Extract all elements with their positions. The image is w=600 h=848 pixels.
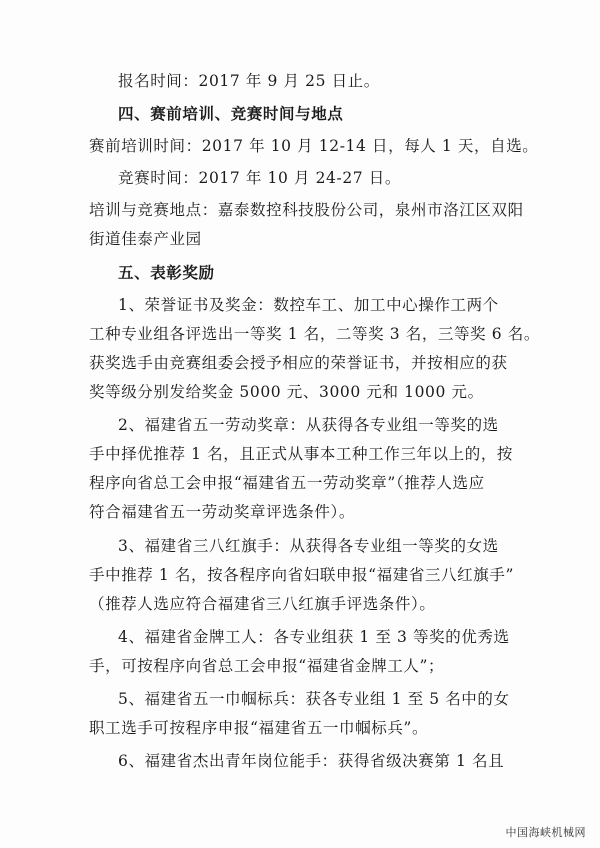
item4-line-1: 4、福建省金牌工人：各专业组获 1 至 3 等奖的优秀选: [118, 628, 510, 646]
item1-line-1: 1、荣誉证书及奖金：数控车工、加工中心操作工两个: [118, 296, 499, 314]
site-watermark: 中国海峡机械网: [505, 826, 586, 839]
item5-line-1: 5、福建省五一巾帼标兵：获各专业组 1 至 5 名中的女: [118, 690, 510, 708]
item1-line-3: 获奖选手由竞赛组委会授予相应的荣誉证书，并按相应的获: [89, 354, 508, 372]
training-time: 赛前培训时间：2017 年 10 月 12-14 日，每人 1 天，自选。: [89, 137, 539, 155]
section5-title: 五、表彰奖励: [118, 263, 215, 282]
location-line-1: 培训与竞赛地点：嘉泰数控科技股份公司，泉州市洛江区双阳: [89, 201, 524, 219]
section4-title: 四、赛前培训、竞赛时间与地点: [118, 104, 344, 123]
item5-line-2: 职工选手可按程序申报“福建省五一巾帼标兵”。: [89, 719, 429, 737]
item4-line-2: 手，可按程序向省总工会申报“福建省金牌工人”；: [89, 657, 445, 675]
item3-line-3: （推荐人选应符合福建省三八红旗手评选条件）。: [89, 595, 436, 613]
location-line-2: 街道佳泰产业园: [89, 230, 202, 248]
competition-time: 竞赛时间：2017 年 10 月 24-27 日。: [118, 169, 401, 187]
registration-deadline: 报名时间：2017 年 9 月 25 日止。: [118, 72, 380, 90]
item1-line-4: 奖等级分别发给奖金 5000 元、3000 元和 1000 元。: [89, 383, 484, 401]
item3-line-2: 手中推荐 1 名，按各程序向省妇联申报“福建省三八红旗手”: [89, 566, 514, 584]
item2-line-1: 2、福建省五一劳动奖章：从获得各专业组一等奖的选: [118, 416, 499, 434]
item3-line-1: 3、福建省三八红旗手：从获得各专业组一等奖的女选: [118, 537, 499, 555]
item2-line-3: 程序向省总工会申报“福建省五一劳动奖章”（推荐人选应: [89, 474, 485, 492]
item2-line-4: 符合福建省五一劳动奖章评选条件）。: [89, 503, 355, 521]
item2-line-2: 手中择优推荐 1 名，且正式从事本工种工作三年以上的，按: [89, 445, 514, 463]
item1-line-2: 工种专业组各评选出一等奖 1 名，二等奖 3 名，三等奖 6 名。: [89, 325, 540, 343]
item6-line-1: 6、福建省杰出青年岗位能手：获得省级决赛第 1 名且: [118, 752, 505, 770]
